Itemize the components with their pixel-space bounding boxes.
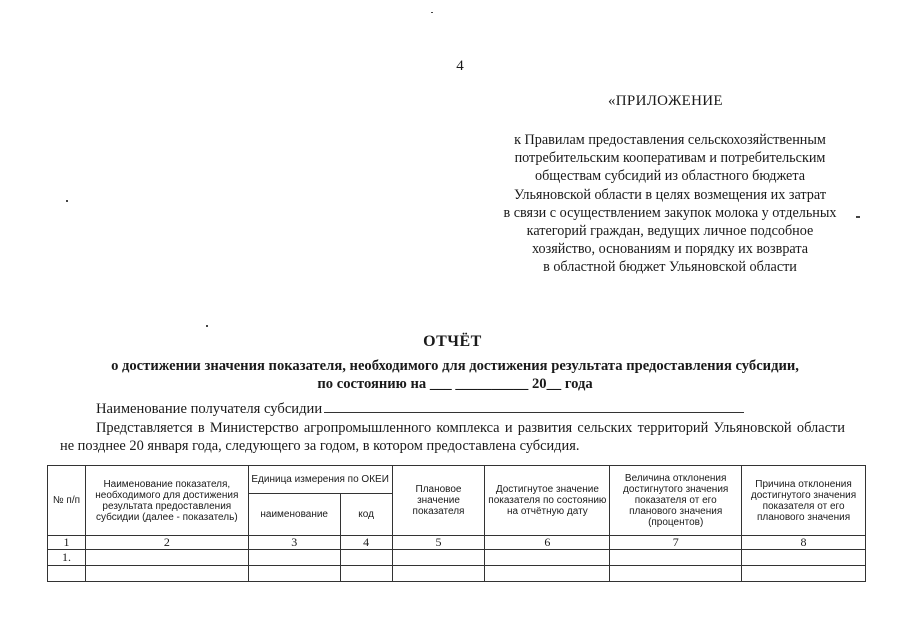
column-number-2: 2	[85, 536, 248, 550]
row-2-achieved-cell[interactable]	[485, 566, 610, 582]
appendix-line: хозяйство, основаниям и порядку их возврата	[531, 241, 809, 258]
header-achieved-value: Достигнутое значение показателя по состоянию на отчётную дату	[485, 466, 610, 536]
recipient-line	[96, 400, 744, 418]
report-table	[47, 465, 866, 582]
row-2-number-cell[interactable]	[48, 566, 86, 582]
page-number: 4	[456, 58, 464, 74]
header-unit-group: Единица измерения по ОКЕИ	[248, 466, 392, 494]
header-deviation-reason: Причина отклонения достигнутого значения показателя от его планового значения	[742, 466, 866, 536]
header-indicator-name: Наименование показателя, необходимого для достижения результата предоставления субсидии (далее - показатель)	[85, 466, 248, 536]
row-1-number: 1.	[48, 550, 86, 566]
appendix-line: к Правилам предоставления сельскохозяйственным	[514, 132, 826, 148]
row-1-unit-code-cell[interactable]	[340, 550, 392, 566]
scan-speck	[66, 200, 68, 202]
recipient-label: Наименование получателя субсидии	[96, 401, 323, 417]
column-number-6: 6	[485, 536, 610, 550]
appendix-title: «ПРИЛОЖЕНИЕ	[608, 93, 723, 109]
appendix-line: категорий граждан, ведущих личное подсобное	[526, 223, 814, 240]
column-number-7: 7	[610, 536, 742, 550]
row-2-unit-name-cell[interactable]	[248, 566, 340, 582]
recipient-fill-line	[324, 400, 744, 413]
report-subtitle-line2: по состоянию на ___ __________ 20__ года	[317, 376, 593, 392]
scan-speck	[206, 325, 208, 327]
header-unit-name: наименование	[248, 494, 340, 536]
submission-paragraph: Представляется в Министерство агропромышленного комплекса и развития сельских территорий Ульяновской области не позднее 20 января года, следующего за годом, в котором предоставлена субсидия.	[60, 420, 845, 454]
appendix-line: Ульяновской области в целях возмещения их затрат	[513, 186, 827, 203]
report-subtitle	[40, 357, 870, 393]
column-number-5: 5	[392, 536, 485, 550]
row-2-reason-cell[interactable]	[742, 566, 866, 582]
appendix-line: в областной бюджет Ульяновской области	[543, 259, 797, 276]
scan-speck	[856, 216, 860, 218]
appendix-line: обществам субсидий из областного бюджета	[534, 168, 806, 185]
row-2-planned-cell[interactable]	[392, 566, 485, 582]
row-2-unit-code-cell[interactable]	[340, 566, 392, 582]
row-1-reason-cell[interactable]	[742, 550, 866, 566]
report-title: ОТЧЁТ	[423, 333, 482, 350]
row-1-deviation-cell[interactable]	[610, 550, 742, 566]
row-1-unit-name-cell[interactable]	[248, 550, 340, 566]
header-number: № п/п	[48, 466, 86, 536]
row-1-achieved-cell[interactable]	[485, 550, 610, 566]
appendix-line: в связи с осуществлением закупок молока у отдельных	[503, 204, 837, 221]
column-number-8: 8	[742, 536, 866, 550]
row-1-indicator-cell[interactable]	[85, 550, 248, 566]
column-number-1: 1	[48, 536, 86, 550]
header-planned-value: Плановое значение показателя	[392, 466, 485, 536]
row-2-indicator-cell[interactable]	[85, 566, 248, 582]
report-subtitle-line1: о достижении значения показателя, необходимого для достижения результата предоставления субсидии,	[111, 358, 799, 374]
column-number-3: 3	[248, 536, 340, 550]
row-1-planned-cell[interactable]	[392, 550, 485, 566]
header-deviation: Величина отклонения достигнутого значения показателя от его планового значения (процентов)	[610, 466, 742, 536]
column-number-4: 4	[340, 536, 392, 550]
scan-speck	[431, 12, 433, 13]
appendix-line: потребительским кооперативам и потребительским	[514, 150, 826, 167]
header-unit-code: код	[340, 494, 392, 536]
appendix-text	[470, 131, 870, 277]
row-2-deviation-cell[interactable]	[610, 566, 742, 582]
